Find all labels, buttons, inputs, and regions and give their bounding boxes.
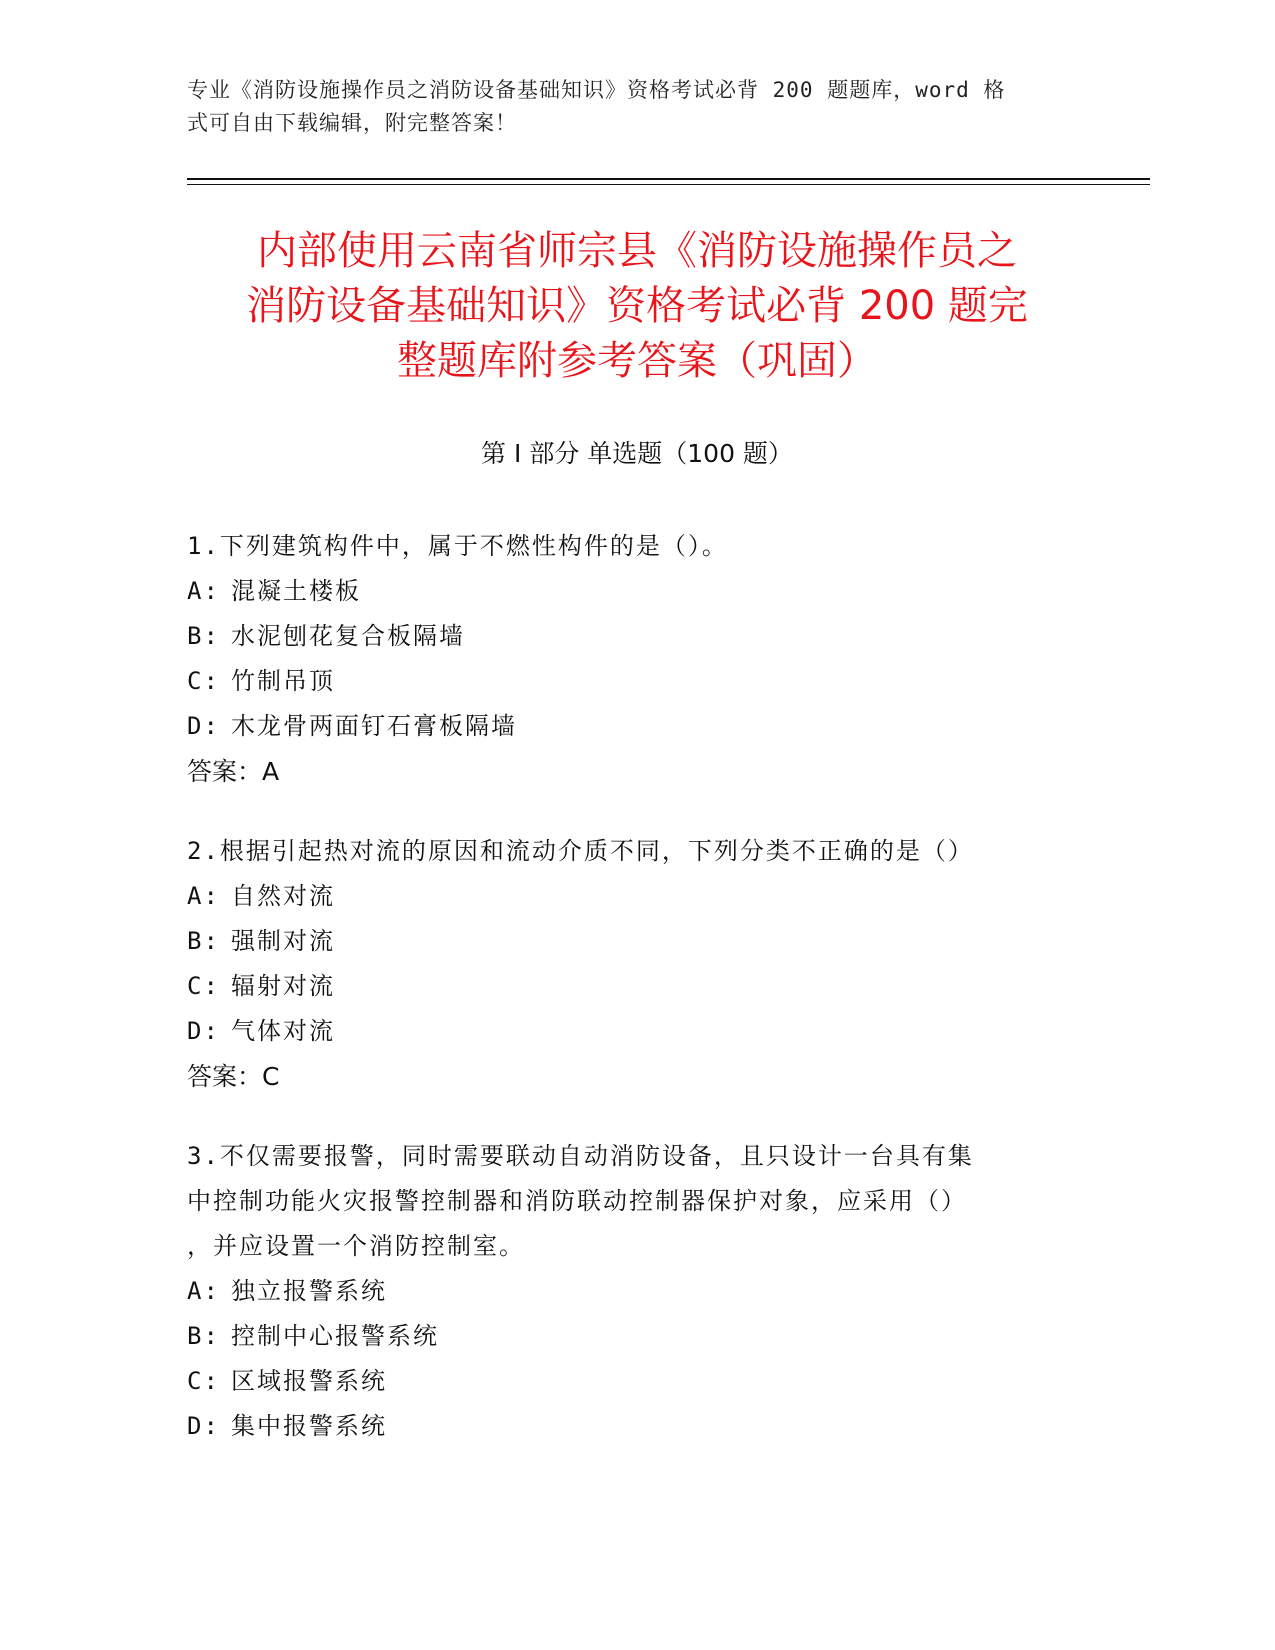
option-a [187,1269,1067,1314]
question-list [187,524,1067,1484]
option-key: B: [187,622,220,650]
option-text: 控制中心报警系统 [231,1322,439,1350]
option-text: 木龙骨两面钉石膏板隔墙 [231,712,517,740]
option-key: D: [187,1412,220,1440]
option-text: 气体对流 [231,1017,335,1045]
option-text: 辐射对流 [231,972,335,1000]
option-key: B: [187,927,220,955]
header-divider-thick [187,178,1150,180]
option-b [187,614,1067,659]
option-c [187,1359,1067,1404]
option-c [187,659,1067,704]
option-d [187,704,1067,749]
option-key: B: [187,1322,220,1350]
option-key: A: [187,882,220,910]
option-a [187,874,1067,919]
option-key: C: [187,972,220,1000]
header-note-line-1: 专业《消防设施操作员之消防设备基础知识》资格考试必背 200 题题库，word 格 [187,78,1006,102]
option-b [187,1314,1067,1359]
answer: 答案：C [187,1062,280,1091]
question-stem-line-2: 中控制功能火灾报警控制器和消防联动控制器保护对象，应采用（） [187,1187,967,1215]
option-key: D: [187,712,220,740]
question-1 [187,524,1067,794]
question-3 [187,1134,1067,1449]
answer: 答案：A [187,757,280,786]
document-title-line-2: 消防设备基础知识》资格考试必背 200 题完 [246,283,1028,329]
option-d [187,1404,1067,1449]
document-title-line-1: 内部使用云南省师宗县《消防设施操作员之 [257,228,1017,274]
option-key: A: [187,1277,220,1305]
question-2 [187,829,1067,1099]
option-text: 集中报警系统 [231,1412,387,1440]
option-key: C: [187,667,220,695]
option-key: A: [187,577,220,605]
option-text: 竹制吊顶 [231,667,335,695]
question-stem-line-3: ，并应设置一个消防控制室。 [187,1232,525,1260]
header-note [187,74,1067,140]
question-stem: 1.下列建筑构件中，属于不燃性构件的是（）。 [187,532,728,560]
section-heading: 第 I 部分 单选题（100 题） [481,439,793,468]
option-text: 自然对流 [231,882,335,910]
document-title-line-3: 整题库附参考答案（巩固） [397,338,877,384]
option-a [187,569,1067,614]
option-text: 区域报警系统 [231,1367,387,1395]
document-title [187,224,1087,389]
header-note-line-2: 式可自由下载编辑，附完整答案！ [187,111,517,135]
option-key: C: [187,1367,220,1395]
question-stem-line-1: 3.不仅需要报警，同时需要联动自动消防设备，且只设计一台具有集 [187,1142,974,1170]
option-key: D: [187,1017,220,1045]
option-text: 独立报警系统 [231,1277,387,1305]
option-d [187,1009,1067,1054]
option-text: 混凝土楼板 [231,577,361,605]
question-stem: 2.根据引起热对流的原因和流动介质不同，下列分类不正确的是（） [187,837,974,865]
option-c [187,964,1067,1009]
header-divider-thin [187,184,1150,185]
option-text: 水泥刨花复合板隔墙 [231,622,465,650]
option-b [187,919,1067,964]
option-text: 强制对流 [231,927,335,955]
